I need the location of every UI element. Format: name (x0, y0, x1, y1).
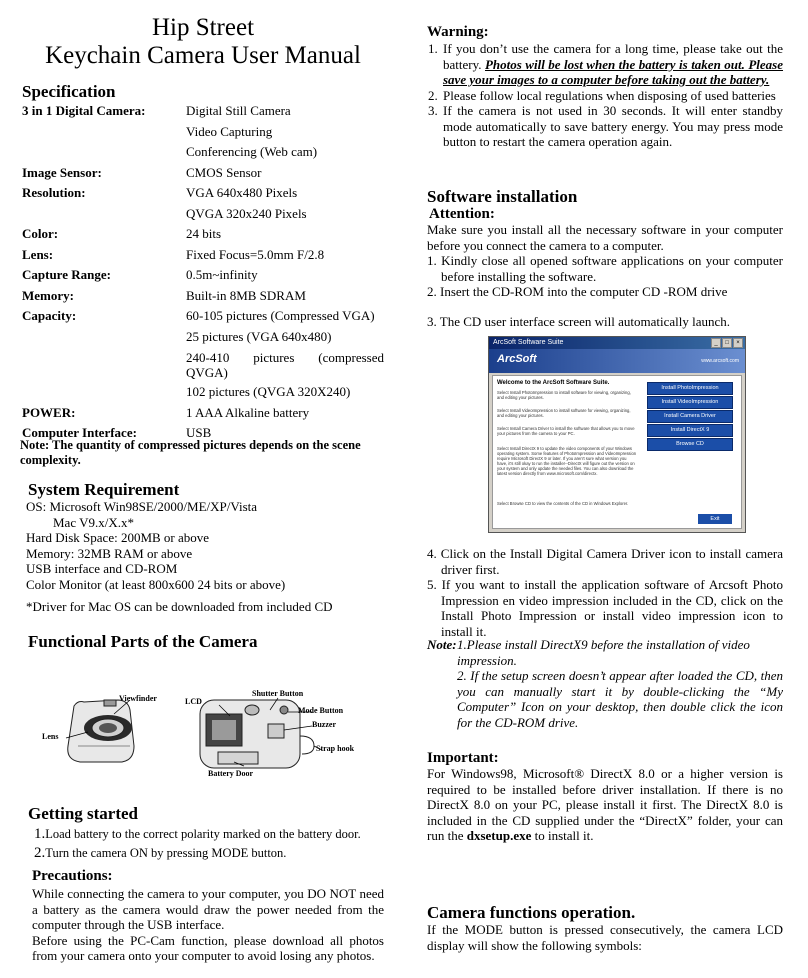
label-mode: Mode Button (298, 706, 344, 715)
screenshot-text-3: Select Install Camera Driver to install the software that allows you to move your pictures from the camera to your PC. (497, 426, 635, 436)
screenshot-welcome: Welcome to the ArcSoft Software Suite. (497, 380, 610, 386)
screenshot-titlebar (489, 337, 745, 349)
spec-row (22, 265, 384, 286)
gs-text-1: Load battery to the correct polarity marked on the battery door. (45, 827, 361, 841)
note-2: 2. If the setup screen doesn’t appear after loaded the CD, then you can manually start it by double-clicking the “My Computer” Icon on your desktop, then double click the icon for the CD-ROM drive. (457, 668, 783, 730)
arcsoft-logo: ArcSoft (497, 353, 537, 365)
screenshot-banner (489, 349, 745, 373)
warning-heading: Warning: (427, 24, 489, 40)
screenshot-title: ArcSoft Software Suite (493, 339, 564, 346)
precautions-body (32, 886, 384, 964)
spec-row (22, 286, 384, 307)
spec-values (186, 245, 384, 266)
sys-os: OS: Microsoft Win98SE/2000/ME/XP/Vista (26, 499, 258, 514)
getting-started-heading: Getting started (28, 804, 139, 823)
important-text-b: dxsetup.exe (466, 828, 532, 843)
spec-value: Video Capturing (186, 123, 273, 139)
title-line2: Keychain Camera User Manual (45, 42, 361, 69)
spec-value: 0.5m~infinity (186, 267, 258, 282)
sys-monitor: Color Monitor (at least 800x600 24 bits or above) (26, 576, 286, 592)
spec-row (22, 183, 384, 224)
spec-row (22, 245, 384, 266)
label-lcd: LCD (185, 697, 202, 706)
software-step-5: 5. If you want to install the application software of Arcsoft Photo Impression en video impression included in the CD, click on the Install Photo Impression or install video impression icon to install it. (427, 577, 783, 639)
warning-item-2: 2. Please follow local regulations when disposing of used batteries (441, 88, 783, 104)
spec-value: CMOS Sensor (186, 164, 262, 180)
software-note (427, 637, 783, 730)
sys-usb: USB interface and CD-ROM (26, 561, 178, 576)
install-photoimpression-button[interactable]: Install PhotoImpression (647, 382, 733, 395)
camera-functions-text: If the MODE button is pressed consecutively, the camera LCD display will show the following symbols: (427, 922, 783, 953)
note-row-1 (427, 637, 783, 668)
spec-key: Color: (22, 226, 59, 241)
warning-item-1b: Photos will be lost when the battery is taken out. Please save your images to a computer before taking out the battery. (443, 56, 784, 87)
gs-item-2 (34, 844, 361, 863)
label-lens: Lens (42, 732, 59, 741)
spec-row (22, 306, 384, 403)
driver-note: *Driver for Mac OS can be downloaded from included CD (26, 599, 333, 614)
spec-values (186, 163, 384, 184)
spec-value: 60-105 pictures (Compressed VGA) (186, 308, 375, 323)
title-line1: Hip Street (151, 14, 255, 41)
label-strap: Strap hook (316, 744, 355, 753)
screenshot-body (492, 375, 742, 529)
spec-key: Resolution: (22, 185, 86, 200)
spec-row (22, 403, 384, 424)
warning-item-1a: If you don’t use the camera for a long time, please take out the battery. (443, 41, 783, 72)
spec-key: 3 in 1 Digital Camera: (22, 103, 146, 118)
attention-heading: Attention: (429, 206, 495, 222)
warning-item-1 (441, 41, 783, 88)
sys-disk: Hard Disk Space: 200MB or above (26, 530, 210, 545)
spec-key: Memory: (22, 287, 74, 303)
spec-value: 102 pictures (QVGA 320X240) (186, 384, 351, 399)
spec-key: Lens: (22, 246, 54, 262)
spec-value: Built-in 8MB SDRAM (186, 287, 306, 303)
getting-started-list (34, 825, 361, 863)
install-videoimpression-button[interactable]: Install VideoImpression (647, 396, 733, 409)
screenshot-text-5: Select Browse CD to view the contents of the CD in Windows Explorer. (497, 501, 629, 506)
spec-row (22, 224, 384, 245)
software-heading: Software installation (427, 187, 578, 206)
maximize-icon: □ (722, 338, 732, 348)
spec-values (186, 306, 384, 403)
warning-item-3: 3. If the camera is not used in 30 seconds. It will enter standby mode automatically to save battery energy. You may press mode button to restart the camera operation again. (441, 103, 783, 150)
install-camera-driver-button[interactable]: Install Camera Driver (647, 410, 733, 423)
important-text-a: For Windows98, Microsoft® DirectX 8.0 or a higher version is required to be installed before driver installation. If there is no DirectX 8.0 on your PC, please install it first. The DirectX 8.0 is included in the CD supplied under the “DirectX” folder, your can run the (427, 766, 783, 843)
gs-text-2: Turn the camera ON by pressing MODE button. (45, 846, 287, 860)
screenshot-text-1: Select Install PhotoImpression to install software for viewing, organizing, and editing your pictures. (497, 390, 631, 400)
label-buzzer: Buzzer (312, 720, 336, 729)
spec-key: Capacity: (22, 308, 77, 323)
arcsoft-screenshot (488, 336, 746, 533)
spec-value: USB (186, 425, 212, 440)
software-step-1: 1. Kindly close all opened software applications on your computer before installing the software. (427, 253, 783, 284)
spec-values (186, 224, 384, 245)
spec-value: Fixed Focus=5.0mm F/2.8 (186, 246, 325, 262)
note-1: 1.Please install DirectX9 before the installation of video impression. (457, 637, 750, 668)
functional-heading: Functional Parts of the Camera (28, 632, 258, 651)
important-text (427, 766, 783, 844)
spec-value: VGA 640x480 Pixels (186, 185, 298, 200)
spec-values (186, 101, 384, 163)
spec-table (22, 101, 384, 444)
gs-item-1 (34, 825, 361, 844)
spec-values (186, 265, 384, 286)
spec-key: POWER: (22, 404, 76, 420)
spec-row (22, 163, 384, 184)
spec-value: 1 AAA Alkaline battery (186, 404, 310, 420)
gs-num-1: 1. (34, 826, 46, 842)
exit-button[interactable]: Exit (698, 514, 732, 524)
camera-functions-heading: Camera functions operation. (427, 903, 636, 922)
spec-heading: Specification (22, 82, 116, 101)
software-step-4: 4. Click on the Install Digital Camera Driver icon to install camera driver first. (427, 546, 783, 577)
title-block (22, 14, 384, 70)
spec-note: Note: The quantity of compressed pictures depends on the scene complexity. (20, 438, 361, 467)
install-directx-button[interactable]: Install DirectX 9 (647, 424, 733, 437)
label-battery-door: Battery Door (208, 769, 254, 778)
spec-values (186, 403, 384, 424)
spec-value: 240-410 pictures (compressed QVGA) (186, 350, 384, 380)
sys-mac: Mac V9.x/X.x* (53, 514, 135, 530)
system-heading: System Requirement (28, 480, 180, 499)
software-step-3: 3. The CD user interface screen will automatically launch. (427, 314, 730, 329)
spec-value: Digital Still Camera (186, 103, 291, 118)
spec-key: Computer Interface: (22, 425, 137, 440)
browse-cd-button[interactable]: Browse CD (647, 438, 733, 451)
precautions-heading: Precautions: (32, 868, 113, 884)
label-shutter: Shutter Button (252, 689, 304, 698)
spec-values (186, 286, 384, 307)
spec-key: Capture Range: (22, 267, 111, 282)
warning-list (427, 41, 783, 150)
note-label: Note: (427, 637, 457, 652)
close-icon: × (733, 338, 743, 348)
system-list (26, 499, 285, 592)
software-step-2: 2. Insert the CD-ROM into the computer CD -ROM drive (427, 284, 728, 299)
important-text-c: to install it. (534, 828, 594, 843)
sys-memory: Memory: 32MB RAM or above (26, 545, 193, 561)
spec-values (186, 183, 384, 224)
camera-front (68, 700, 134, 762)
gs-num-2: 2. (34, 845, 46, 861)
software-steps (427, 222, 783, 300)
spec-value: Conferencing (Web cam) (186, 144, 318, 159)
screenshot-text-2: Select Install VideoImpression to install software for viewing, organizing, and editing your pictures. (497, 408, 631, 418)
spec-value: 24 bits (186, 226, 222, 241)
spec-row (22, 101, 384, 163)
software-intro: Make sure you install all the necessary software in your computer before you connect the camera to a computer. (427, 222, 783, 253)
precautions-p1: While connecting the camera to your computer, you DO NOT need a battery as the camera would draw the power needed from the computer through the USB interface. (32, 886, 384, 932)
window-controls (711, 338, 743, 348)
minimize-icon: _ (711, 338, 721, 348)
spec-key: Image Sensor: (22, 164, 102, 180)
spec-value: QVGA 320x240 Pixels (186, 205, 307, 221)
precautions-p2: Before using the PC-Cam function, please download all photos from your camera onto your computer to avoid losing any photos. (32, 932, 384, 963)
screenshot-text-4: Select Install DirectX 9 to update the video components of your Windows operating system. Some features of PhotoImpression and VideoImpression require Microsoft DirectX 9 or later. If you aren't sure what version you have, it's still okay to run the installer--DirectX will figure out the version on your system and only update the needed files. You can also download the latest version directly from www.microsoft.com/directx. (497, 446, 637, 476)
camera-back (200, 700, 314, 768)
spec-value: 25 pictures (VGA 640x480) (186, 328, 332, 344)
software-steps-2 (427, 546, 783, 639)
important-heading: Important: (427, 750, 499, 766)
arcsoft-url: www.arcsoft.com (701, 358, 739, 364)
label-viewfinder: Viewfinder (119, 694, 157, 703)
